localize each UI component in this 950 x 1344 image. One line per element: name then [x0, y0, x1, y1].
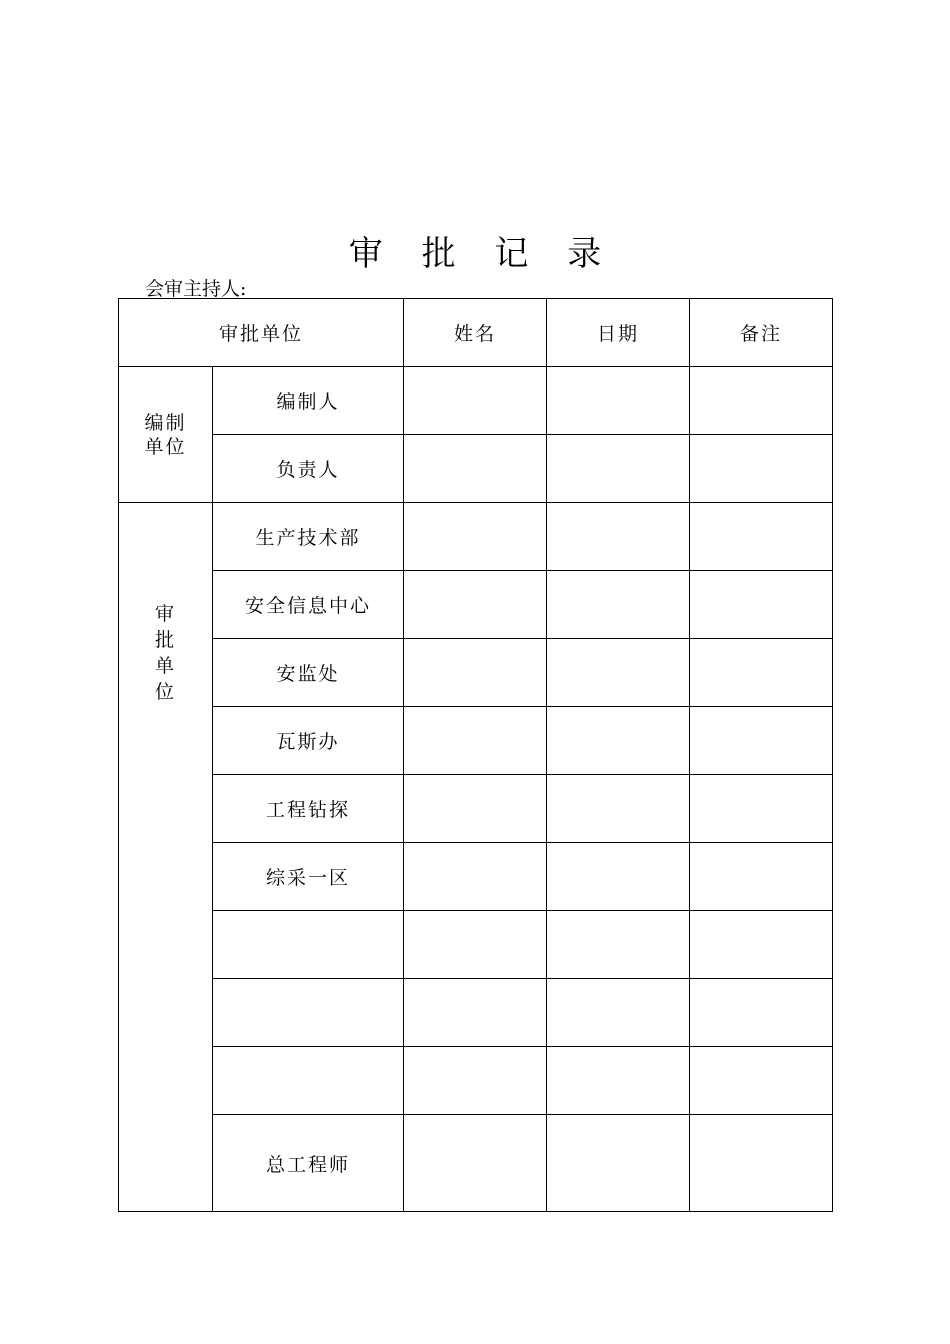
approval-label-char: 位 — [154, 681, 176, 703]
cell-date[interactable] — [547, 1047, 690, 1115]
cell-remark[interactable] — [690, 1115, 833, 1212]
cell-remark[interactable] — [690, 979, 833, 1047]
cell-name[interactable] — [404, 843, 547, 911]
approval-label-char: 单 — [154, 655, 176, 677]
table-row — [119, 639, 833, 707]
cell-date[interactable] — [547, 843, 690, 911]
row-label-mining-zone: 综采一区 — [213, 843, 404, 911]
cell-date[interactable] — [547, 775, 690, 843]
cell-date[interactable] — [547, 911, 690, 979]
header-date: 日期 — [547, 299, 690, 367]
approval-label-char: 批 — [154, 629, 176, 651]
cell-name[interactable] — [404, 639, 547, 707]
approval-label-char: 审 — [154, 603, 176, 625]
cell-name[interactable] — [404, 707, 547, 775]
row-label-blank[interactable] — [213, 1047, 404, 1115]
cell-name[interactable] — [404, 367, 547, 435]
cell-remark[interactable] — [690, 435, 833, 503]
cell-date[interactable] — [547, 503, 690, 571]
cell-date[interactable] — [547, 979, 690, 1047]
row-label-safety-supervision: 安监处 — [213, 639, 404, 707]
cell-name[interactable] — [404, 775, 547, 843]
header-row — [119, 299, 833, 367]
document-title: 审 批 记 录 — [348, 234, 616, 274]
cell-date[interactable] — [547, 707, 690, 775]
cell-name[interactable] — [404, 571, 547, 639]
cell-remark[interactable] — [690, 503, 833, 571]
cell-remark[interactable] — [690, 707, 833, 775]
cell-remark[interactable] — [690, 843, 833, 911]
cell-name[interactable] — [404, 911, 547, 979]
row-label-chief-engineer: 总工程师 — [213, 1115, 404, 1212]
approval-unit-label — [119, 503, 213, 1212]
cell-date[interactable] — [547, 1115, 690, 1212]
row-label-drilling: 工程钻探 — [213, 775, 404, 843]
compile-unit-label-line2: 单位 — [144, 435, 187, 458]
compile-unit-label-line1: 编制 — [144, 411, 187, 434]
table-row — [119, 435, 833, 503]
cell-remark[interactable] — [690, 571, 833, 639]
table-row — [119, 707, 833, 775]
cell-name[interactable] — [404, 1115, 547, 1212]
row-label-responsible: 负责人 — [213, 435, 404, 503]
cell-remark[interactable] — [690, 639, 833, 707]
cell-remark[interactable] — [690, 775, 833, 843]
table-row — [119, 571, 833, 639]
table-row — [119, 1047, 833, 1115]
row-label-gas-office: 瓦斯办 — [213, 707, 404, 775]
cell-name[interactable] — [404, 979, 547, 1047]
cell-date[interactable] — [547, 639, 690, 707]
table-row — [119, 843, 833, 911]
row-label-safety-info: 安全信息中心 — [213, 571, 404, 639]
table-row — [119, 1115, 833, 1212]
header-name: 姓名 — [404, 299, 547, 367]
cell-remark[interactable] — [690, 367, 833, 435]
table-row — [119, 911, 833, 979]
cell-name[interactable] — [404, 435, 547, 503]
cell-date[interactable] — [547, 367, 690, 435]
cell-name[interactable] — [404, 503, 547, 571]
row-label-blank[interactable] — [213, 979, 404, 1047]
cell-date[interactable] — [547, 571, 690, 639]
cell-remark[interactable] — [690, 1047, 833, 1115]
row-label-blank[interactable] — [213, 911, 404, 979]
table-row — [119, 775, 833, 843]
approval-table — [118, 298, 833, 1212]
table-row — [119, 979, 833, 1047]
table-row — [119, 503, 833, 571]
host-label: 会审主持人: — [145, 278, 247, 300]
compile-unit-label — [119, 367, 213, 503]
header-unit: 审批单位 — [119, 299, 404, 367]
cell-name[interactable] — [404, 1047, 547, 1115]
header-remark: 备注 — [690, 299, 833, 367]
table-row — [119, 367, 833, 435]
row-label-editor: 编制人 — [213, 367, 404, 435]
cell-date[interactable] — [547, 435, 690, 503]
cell-remark[interactable] — [690, 911, 833, 979]
row-label-production-tech: 生产技术部 — [213, 503, 404, 571]
